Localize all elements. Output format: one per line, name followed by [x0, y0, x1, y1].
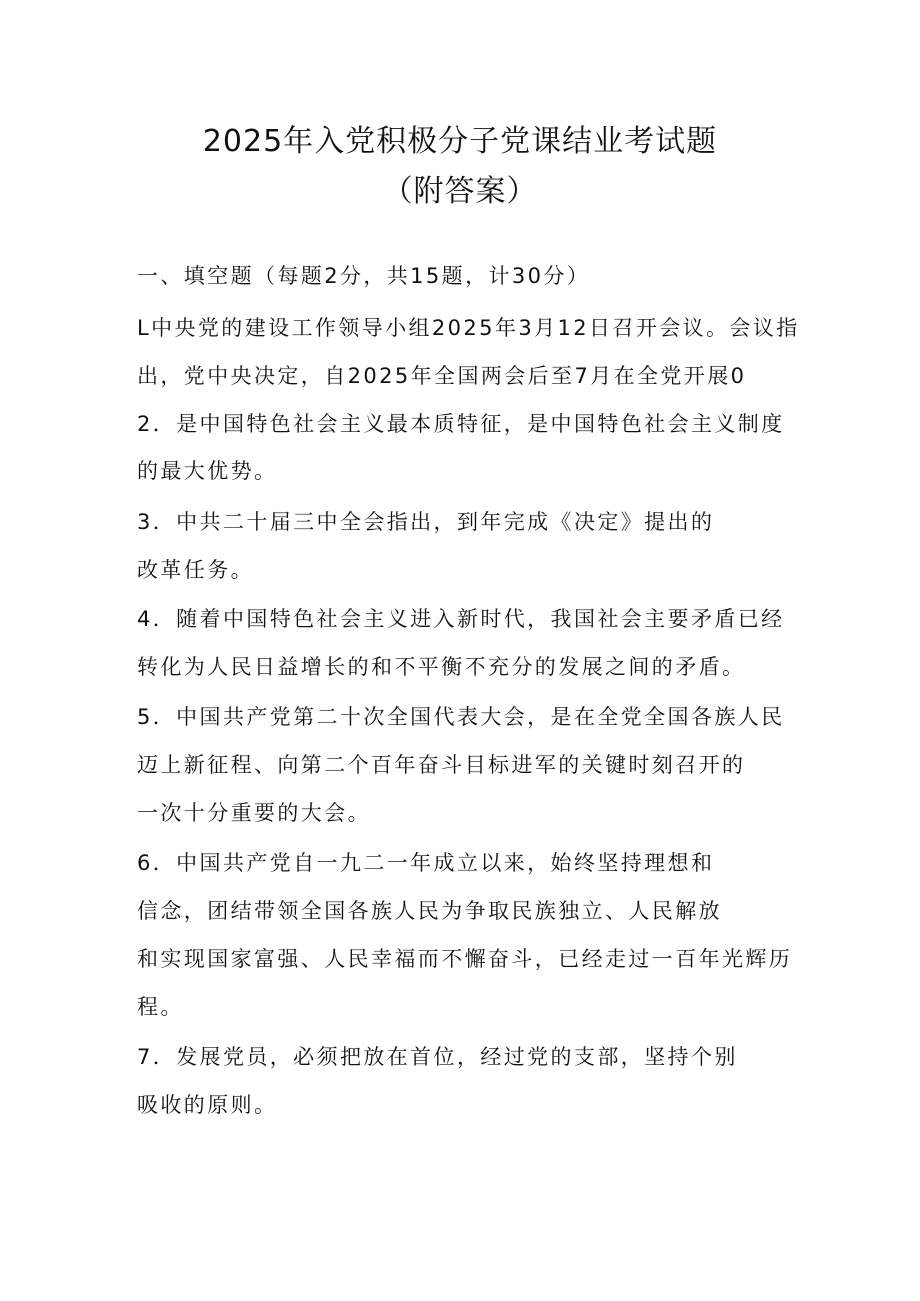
- document-title: 2025年入党积极分子党课结业考试题: [202, 124, 718, 159]
- question-5-line-1: 5．中国共产党第二十次全国代表大会，是在全党全国各族人民: [137, 705, 785, 729]
- question-4-line-1: 4．随着中国特色社会主义进入新时代，我国社会主要矛盾已经: [137, 607, 785, 631]
- question-2-line-1: 2．是中国特色社会主义最本质特征，是中国特色社会主义制度: [137, 412, 785, 436]
- question-6-line-3: 和实现国家富强、人民幸福而不懈奋斗，已经走过一百年光辉历: [137, 947, 793, 971]
- section-heading: 一、填空题（每题2分，共15题，计30分）: [137, 264, 591, 288]
- question-6-line-4: 程。: [137, 995, 184, 1019]
- question-6-line-2: 信念，团结带领全国各族人民为争取民族独立、人民解放: [137, 899, 722, 923]
- question-7-line-1: 7．发展党员，必须把放在首位，经过党的支部，坚持个别: [137, 1045, 738, 1069]
- document-subtitle: （附答案）: [382, 174, 538, 209]
- question-5-line-2: 迈上新征程、向第二个百年奋斗目标进军的关键时刻召开的: [137, 753, 746, 777]
- question-5-line-3: 一次十分重要的大会。: [137, 801, 371, 825]
- question-3-line-2: 改革任务。: [137, 558, 254, 582]
- question-1-line-1: L中央党的建设工作领导小组2025年3月12日召开会议。会议指: [137, 316, 800, 340]
- question-7-line-2: 吸收的原则。: [137, 1093, 278, 1117]
- question-4-line-2: 转化为人民日益增长的和不平衡不充分的发展之间的矛盾。: [137, 655, 746, 679]
- question-2-line-2: 的最大优势。: [137, 459, 278, 483]
- question-6-line-1: 6．中国共产党自一九二一年成立以来，始终坚持理想和: [137, 851, 715, 875]
- question-1-line-2: 出，党中央决定，自2025年全国两会后至7月在全党开展0: [137, 364, 747, 388]
- question-3-line-1: 3．中共二十届三中全会指出，到年完成《决定》提出的: [137, 510, 715, 534]
